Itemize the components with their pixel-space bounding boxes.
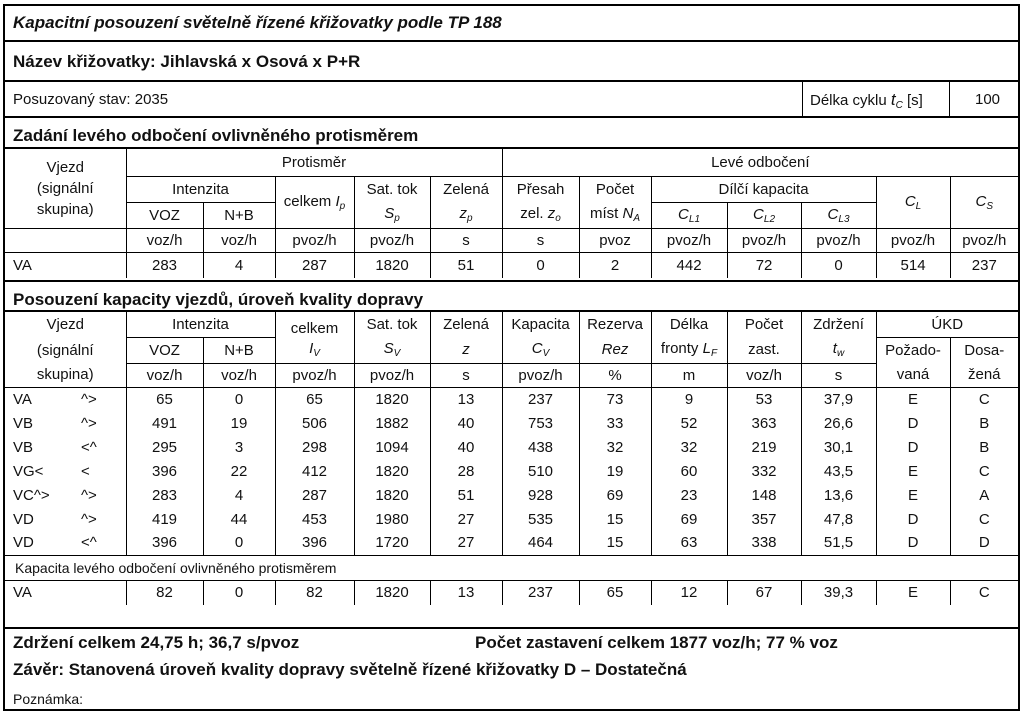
s2-pozad-header-2: vaná (876, 363, 950, 387)
table-cell: C (950, 580, 1018, 605)
table-cell: 13,6 (801, 483, 876, 507)
table-cell: 510 (502, 459, 579, 483)
table-cell: 9 (651, 387, 727, 411)
s2-ukd-header: ÚKD (876, 312, 1018, 337)
table-cell: 332 (727, 459, 801, 483)
table-cell: 287 (275, 483, 354, 507)
table-cell: 27 (430, 507, 502, 531)
table-cell: 1820 (354, 483, 430, 507)
s2-rezerva-header: Rezerva (579, 312, 651, 337)
unit-cell: pvoz/h (502, 363, 579, 387)
left-turn-table (5, 149, 1018, 278)
section2-title: Posouzení kapacity vjezdů, úroveň kvality dopravy (13, 290, 424, 309)
s2-celkem-sym: $I_V$ (275, 337, 354, 363)
table-cell: 0 (203, 531, 275, 555)
table-cell: C (950, 387, 1018, 411)
table-cell: E (876, 580, 950, 605)
table-cell: 44 (203, 507, 275, 531)
table-cell: 491 (126, 411, 203, 435)
s2-dosaz-header-2: žená (967, 366, 1001, 384)
s2-delka-header: Délka (651, 312, 727, 337)
s2-kapacita-header: Kapacita (502, 312, 579, 337)
s2-nb-header: N+B (203, 337, 275, 363)
table-cell: 438 (502, 435, 579, 459)
table-cell: E (876, 459, 950, 483)
s1-sattok-header: Sat. tok (354, 176, 430, 202)
s1-cl2-header: $C_{L2}$ (727, 202, 801, 228)
s1-leve-odboceni-header: Levé odbočení (502, 149, 1018, 176)
table-cell: 535 (502, 507, 579, 531)
s1-pocet-header: Počet (579, 176, 651, 202)
table-cell: 0 (203, 387, 275, 411)
table-cell: D (876, 411, 950, 435)
s1-voz-header: VOZ (126, 202, 203, 228)
unit-cell: pvoz/h (950, 228, 1018, 252)
s2-vjezd-1: Vjezd (5, 312, 126, 337)
table-cell: 464 (502, 531, 579, 555)
table-row (5, 580, 1018, 605)
report-title-bar (5, 6, 1018, 42)
table-cell: <^ (75, 531, 126, 555)
table-cell: 396 (126, 459, 203, 483)
s2-subheading: Kapacita levého odbočení ovlivněného protisměrem (5, 555, 1018, 580)
table-cell: E (876, 387, 950, 411)
table-cell: 51,5 (801, 531, 876, 555)
table-cell: VA (5, 580, 75, 605)
table-cell: VG< (13, 462, 44, 480)
s1-cl1-header: $C_{L1}$ (651, 202, 727, 228)
table-cell: 1820 (354, 459, 430, 483)
table-cell: 39,3 (801, 580, 876, 605)
table-cell: 19 (579, 459, 651, 483)
table-cell: 65 (275, 387, 354, 411)
table-row: VA 283 4 287 1820 51 0 2 442 72 0 514 237 (5, 252, 1018, 278)
s2-celkem-header: celkem (275, 312, 354, 337)
unit-cell: pvoz/h (354, 228, 430, 252)
table-cell: 51 (430, 483, 502, 507)
s2-delka-sym: fronty $L_F$ (651, 337, 727, 363)
table-cell: E (876, 483, 950, 507)
unit-cell: s (430, 228, 502, 252)
table-cell: 33 (579, 411, 651, 435)
section1-title: Zadání levého odbočení ovlivněného protisměrem (13, 126, 419, 145)
s1-sattok-sym: $S_p$ (354, 202, 430, 228)
summary-bar (5, 627, 1018, 655)
table-cell: ^> (75, 387, 126, 411)
table-cell: 15 (579, 507, 651, 531)
intersection-bar (5, 42, 1018, 82)
s2-pocet-sym: zast. (727, 337, 801, 363)
note-bar (5, 685, 1018, 709)
table-cell: 295 (126, 435, 203, 459)
table-cell: 28 (430, 459, 502, 483)
table-cell: 19 (203, 411, 275, 435)
s1-presah-sym: zel. $z_o$ (502, 202, 579, 228)
s2-vjezd-2: (signální (5, 337, 126, 363)
table-cell: 65 (126, 387, 203, 411)
table-row (5, 435, 1018, 459)
unit-cell: pvoz/h (801, 228, 876, 252)
assessed-state: Posuzovaný stav: 2035 (13, 91, 169, 108)
s1-units-row (5, 228, 1018, 252)
table-cell: 82 (275, 580, 354, 605)
table-cell (75, 580, 126, 605)
s1-dilci-header: Dílčí kapacita (651, 176, 876, 202)
table-cell: VA (5, 387, 75, 411)
table-cell: 37,9 (801, 387, 876, 411)
unit-cell: s (430, 363, 502, 387)
cycle-length-label: Délka cyklu $t_C$ [s] (810, 90, 923, 111)
section2-title-bar (5, 280, 1018, 312)
table-cell: 1720 (354, 531, 430, 555)
unit-cell: m (651, 363, 727, 387)
table-cell: ^> (75, 507, 126, 531)
table-cell: < (75, 459, 126, 483)
unit-cell: voz/h (126, 363, 203, 387)
table-cell: 3 (203, 435, 275, 459)
table-cell: VD (13, 510, 34, 528)
s1-pocet-sym: míst $N_A$ (579, 202, 651, 228)
table-cell: 67 (727, 580, 801, 605)
table-cell: 148 (727, 483, 801, 507)
cycle-length-value: 100 (975, 91, 1001, 108)
table-cell: 396 (126, 531, 203, 555)
unit-cell: voz/h (203, 363, 275, 387)
table-cell: 1882 (354, 411, 430, 435)
table-cell: C (978, 510, 990, 528)
s1-presah-header: Přesah (502, 176, 579, 202)
table-row (5, 507, 1018, 531)
table-cell: 63 (651, 531, 727, 555)
table-cell: 357 (727, 507, 801, 531)
table-cell: 283 (126, 483, 203, 507)
s2-vjezd-3: skupina) (5, 363, 126, 387)
unit-cell: voz/h (727, 363, 801, 387)
table-cell: 419 (126, 507, 203, 531)
s2-zdrzeni-header: Zdržení (801, 312, 876, 337)
table-cell: C (978, 462, 990, 480)
table-cell: 69 (651, 507, 727, 531)
table-row (5, 387, 1018, 411)
unit-cell: pvoz (579, 228, 651, 252)
total-stops: Počet zastavení celkem 1877 voz/h; 77 % voz (475, 633, 838, 652)
unit-cell: s (801, 363, 876, 387)
table-cell: D (978, 534, 990, 552)
table-cell: 237 (502, 387, 579, 411)
s2-rezerva-sym: Rez (579, 337, 651, 363)
s2-pozad-header: Požado- (876, 337, 950, 363)
table-cell: 15 (579, 531, 651, 555)
table-row (5, 411, 1018, 435)
table-cell: 753 (502, 411, 579, 435)
table-cell: 52 (651, 411, 727, 435)
table-cell: 1980 (354, 507, 430, 531)
table-cell: ^> (75, 483, 126, 507)
s1-zelena-sym: $z_p$ (430, 202, 502, 228)
table-cell: 1820 (354, 580, 430, 605)
table-cell: VB (13, 438, 34, 456)
table-cell: 60 (651, 459, 727, 483)
s1-cl3-header: $C_{L3}$ (801, 202, 876, 228)
table-cell: 65 (579, 580, 651, 605)
table-cell: 30,1 (801, 435, 876, 459)
table-cell: 32 (651, 435, 727, 459)
table-cell: D (876, 507, 950, 531)
table-cell: 506 (275, 411, 354, 435)
table-cell: 27 (430, 531, 502, 555)
table-cell: <^ (75, 435, 126, 459)
unit-cell: pvoz/h (275, 228, 354, 252)
s1-protismer-header: Protisměr (126, 149, 502, 176)
capacity-report (3, 4, 1020, 711)
table-cell: 82 (126, 580, 203, 605)
table-cell: 69 (579, 483, 651, 507)
unit-cell: % (579, 363, 651, 387)
report-title: Kapacitní posouzení světelně řízené křižovatky podle TP 188 (13, 13, 502, 32)
table-cell: A (979, 486, 990, 504)
table-cell: 338 (727, 531, 801, 555)
total-delay: Zdržení celkem 24,75 h; 36,7 s/pvoz (13, 633, 300, 652)
table-cell: 1820 (354, 387, 430, 411)
table-cell: 219 (727, 435, 801, 459)
table-cell: 928 (502, 483, 579, 507)
capacity-table (5, 312, 1018, 605)
table-cell: VD (13, 534, 34, 552)
table-cell: 12 (651, 580, 727, 605)
s2-zelena-header: Zelená (430, 312, 502, 337)
table-cell: 453 (275, 507, 354, 531)
unit-cell: pvoz/h (876, 228, 950, 252)
s2-zdrzeni-sym: $t_w$ (801, 337, 876, 363)
s1-intenzita-header: Intenzita (126, 176, 275, 202)
table-cell: 237 (502, 580, 579, 605)
unit-cell: pvoz/h (651, 228, 727, 252)
unit-cell: pvoz/h (727, 228, 801, 252)
table-cell: 22 (203, 459, 275, 483)
s2-sattok-sym: $S_V$ (354, 337, 430, 363)
table-cell: B (979, 438, 990, 456)
table-cell: 298 (275, 435, 354, 459)
s1-nb-header: N+B (203, 202, 275, 228)
table-cell: 1094 (354, 435, 430, 459)
s1-vjezd-header: Vjezd (signální skupina) (5, 149, 126, 228)
table-cell: 13 (430, 580, 502, 605)
table-cell: 396 (275, 531, 354, 555)
s1-cl-header: $C_L$ (876, 176, 950, 228)
table-cell: 47,8 (801, 507, 876, 531)
unit-cell: pvoz/h (354, 363, 430, 387)
table-cell: 43,5 (801, 459, 876, 483)
unit-cell: voz/h (126, 228, 203, 252)
s2-intenzita-header: Intenzita (126, 312, 275, 337)
table-cell: D (876, 435, 950, 459)
s2-kapacita-sym: $C_V$ (502, 337, 579, 363)
conclusion-bar (5, 655, 1018, 685)
s2-sattok-header: Sat. tok (354, 312, 430, 337)
s2-pocet-header: Počet (727, 312, 801, 337)
section1-title-bar (5, 118, 1018, 149)
note: Poznámka: (13, 691, 84, 707)
table-row (5, 531, 1018, 555)
intersection-name: Název křižovatky: Jihlavská x Osová x P+R (13, 52, 361, 71)
table-row (5, 459, 1018, 483)
table-cell: D (876, 531, 950, 555)
table-cell: 412 (275, 459, 354, 483)
table-cell: 363 (727, 411, 801, 435)
table-cell: VC^> (13, 486, 50, 504)
table-cell: 23 (651, 483, 727, 507)
table-cell: B (979, 414, 990, 432)
s1-zelena-header: Zelená (430, 176, 502, 202)
table-cell: ^> (75, 411, 126, 435)
conclusion: Závěr: Stanovená úroveň kvality dopravy světelně řízené křižovatky D – Dostatečná (13, 660, 687, 679)
table-cell: 0 (203, 580, 275, 605)
s1-celkem-header: celkem $I_p$ (275, 176, 354, 228)
table-cell: 32 (579, 435, 651, 459)
s2-dosaz-header: Dosa- (964, 341, 1005, 359)
unit-cell: pvoz/h (275, 363, 354, 387)
table-row (5, 483, 1018, 507)
table-cell: 40 (430, 411, 502, 435)
table-cell: VB (13, 414, 34, 432)
state-bar (5, 82, 1018, 118)
table-cell: 40 (430, 435, 502, 459)
s1-cs-header: $C_S$ (975, 192, 994, 212)
table-cell: 26,6 (801, 411, 876, 435)
s2-zelena-sym: z (430, 337, 502, 363)
s2-voz-header: VOZ (126, 337, 203, 363)
unit-cell: voz/h (203, 228, 275, 252)
table-cell: 73 (579, 387, 651, 411)
table-cell: 53 (727, 387, 801, 411)
unit-cell: s (502, 228, 579, 252)
table-cell: 13 (430, 387, 502, 411)
table-cell: 4 (203, 483, 275, 507)
